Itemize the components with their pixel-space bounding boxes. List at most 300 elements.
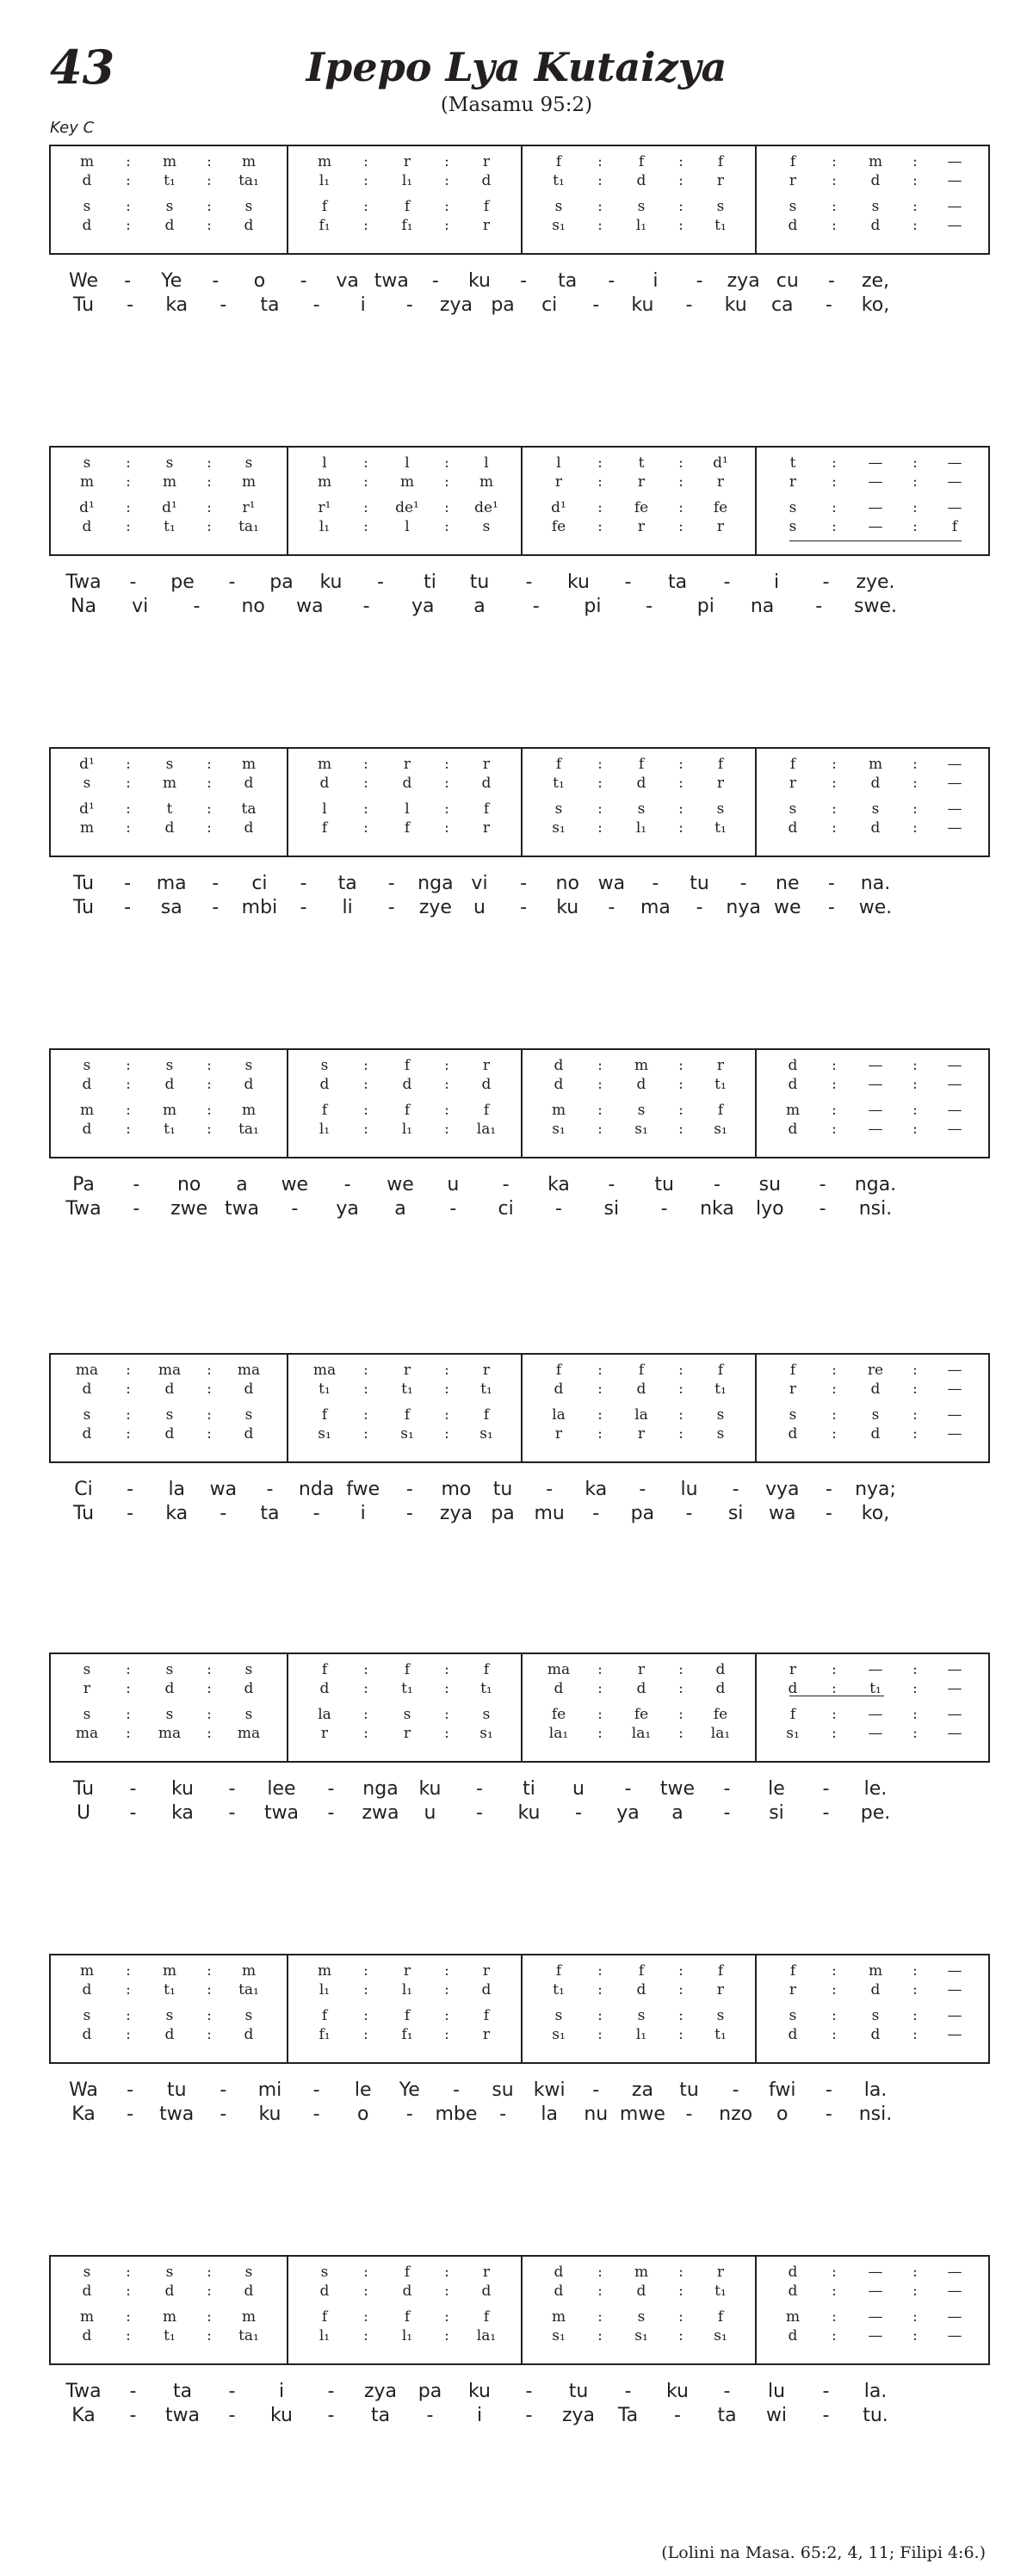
lyric-hyphen: - xyxy=(312,2079,320,2101)
solfa-note: t₁ xyxy=(319,1381,331,1398)
beat-separator: : xyxy=(912,1962,918,1980)
lyric-syllable: ya xyxy=(336,1198,359,1220)
solfa-note: l₁ xyxy=(401,172,413,189)
solfa-note: — xyxy=(947,1962,962,1980)
beat-separator: : xyxy=(363,756,368,773)
lyric-syllable: lu xyxy=(767,2381,786,2402)
measure xyxy=(755,2257,988,2363)
solfa-note: s₁ xyxy=(552,2327,566,2344)
beat-separator: : xyxy=(912,153,918,170)
measure xyxy=(51,448,287,554)
lyric-line xyxy=(49,1196,990,1222)
lyric-hyphen: - xyxy=(685,294,693,316)
solfa-note: s xyxy=(83,198,91,215)
measure xyxy=(755,1050,988,1157)
voice-row xyxy=(288,1704,521,1725)
voice-row xyxy=(51,1659,287,1680)
solfa-note: d xyxy=(82,1981,92,1998)
solfa-note: l xyxy=(322,454,327,472)
solfa-note: s xyxy=(554,198,563,215)
solfa-note: f xyxy=(638,756,645,773)
beat-separator: : xyxy=(363,153,368,170)
voice-row xyxy=(757,1100,988,1121)
solfa-note: f xyxy=(789,1706,796,1723)
voice-row xyxy=(288,170,521,191)
key-label: Key C xyxy=(50,119,95,137)
voice-row xyxy=(523,1704,755,1725)
voice-row xyxy=(523,472,755,492)
solfa-note: r xyxy=(789,172,797,189)
beat-separator: : xyxy=(207,454,212,472)
solfa-note: s xyxy=(637,2007,646,2024)
solfa-note: m xyxy=(317,153,332,170)
lyric-hyphen: - xyxy=(300,270,307,292)
lyric-hyphen: - xyxy=(685,1503,693,1524)
beat-separator: : xyxy=(363,1406,368,1424)
lyric-hyphen: - xyxy=(327,1802,335,1824)
solfa-note: fe xyxy=(551,1706,566,1723)
beat-separator: : xyxy=(678,1425,684,1442)
lyric-syllable: ta xyxy=(667,571,688,593)
beat-separator: : xyxy=(207,2264,212,2281)
solfa-note: — xyxy=(947,198,962,215)
lyric-syllable: twa xyxy=(224,1198,260,1220)
lyric-syllable: zye xyxy=(418,897,452,918)
lyric-hyphen: - xyxy=(127,1503,134,1524)
lyric-hyphen: - xyxy=(525,2405,533,2426)
beat-separator: : xyxy=(597,2007,603,2024)
solfa-note: t₁ xyxy=(401,1680,413,1697)
solfa-note: — xyxy=(947,153,962,170)
lyric-syllable: a xyxy=(473,596,486,617)
beat-separator: : xyxy=(207,473,212,491)
beat-separator: : xyxy=(832,473,837,491)
solfa-note: s xyxy=(789,499,797,516)
beat-separator: : xyxy=(207,1381,212,1398)
measure xyxy=(755,448,988,554)
lyric-syllable: ta xyxy=(337,873,357,894)
lyric-hyphen: - xyxy=(739,873,747,894)
lyric-syllable: i xyxy=(360,1503,366,1524)
beat-separator: : xyxy=(832,1381,837,1398)
hymn-subtitle: (Masamu 95:2) xyxy=(440,94,593,116)
solfa-note: t₁ xyxy=(164,172,176,189)
solfa-note: d xyxy=(870,819,881,837)
solfa-note: f xyxy=(321,1102,328,1119)
solfa-note: ta₁ xyxy=(238,172,259,189)
beat-separator: : xyxy=(597,2264,603,2281)
lyric-syllable: Pa xyxy=(72,1174,95,1195)
notation-box xyxy=(49,145,990,255)
solfa-note: d xyxy=(554,2283,564,2300)
solfa-note: r xyxy=(716,473,725,491)
lyric-hyphen: - xyxy=(327,2381,335,2402)
solfa-note: m xyxy=(868,756,883,773)
beat-separator: : xyxy=(678,1661,684,1678)
beat-separator: : xyxy=(597,499,603,516)
lyric-hyphen: - xyxy=(825,1479,832,1500)
lyric-syllable: zwa xyxy=(362,1802,399,1824)
beat-separator: : xyxy=(126,775,131,792)
lyric-hyphen: - xyxy=(827,873,835,894)
voice-row xyxy=(523,2005,755,2026)
solfa-note: f xyxy=(483,1406,490,1424)
lyric-hyphen: - xyxy=(520,897,528,918)
lyric-syllable: no xyxy=(241,596,265,617)
voice-row xyxy=(51,170,287,191)
lyric-syllable: nka xyxy=(700,1198,734,1220)
solfa-note: d xyxy=(788,217,798,234)
solfa-note: t₁ xyxy=(553,1981,565,1998)
lyric-hyphen: - xyxy=(449,1198,457,1220)
solfa-note: d xyxy=(244,217,254,234)
solfa-note: la₁ xyxy=(631,1725,652,1742)
solfa-note: s₁ xyxy=(634,1121,648,1138)
lyric-syllable: ci xyxy=(498,1198,514,1220)
solfa-note: ma xyxy=(237,1362,261,1379)
beat-separator: : xyxy=(912,2308,918,2326)
solfa-note: d xyxy=(715,1680,726,1697)
lyric-syllable: la xyxy=(541,2103,558,2125)
solfa-note: d xyxy=(636,1981,646,1998)
voice-row xyxy=(523,1100,755,1121)
beat-separator: : xyxy=(126,1680,131,1697)
voice-row xyxy=(757,151,988,172)
solfa-note: d xyxy=(164,2283,175,2300)
beat-separator: : xyxy=(832,172,837,189)
voice-row xyxy=(757,497,988,518)
solfa-note: d xyxy=(788,1076,798,1093)
voice-row xyxy=(51,1055,287,1076)
solfa-note: de¹ xyxy=(474,499,498,516)
lyric-hyphen: - xyxy=(343,1174,351,1195)
solfa-note: l₁ xyxy=(319,1121,331,1138)
solfa-note: m xyxy=(868,1962,883,1980)
solfa-note: r xyxy=(637,473,646,491)
solfa-note: d xyxy=(636,172,646,189)
beat-separator: : xyxy=(832,217,837,234)
lyric-syllable: fwe xyxy=(346,1479,380,1500)
lyric-line xyxy=(49,1801,990,1826)
lyric-hyphen: - xyxy=(822,2381,830,2402)
beat-separator: : xyxy=(912,2026,918,2043)
lyric-hyphen: - xyxy=(133,1174,140,1195)
solfa-note: s xyxy=(716,198,725,215)
lyric-hyphen: - xyxy=(723,1802,731,1824)
solfa-note: m xyxy=(399,473,415,491)
measure xyxy=(755,1955,988,2062)
solfa-note: m xyxy=(162,2308,177,2326)
lyric-hyphen: - xyxy=(220,294,227,316)
voice-row xyxy=(288,799,521,819)
solfa-note: r xyxy=(83,1680,91,1697)
lyric-hyphen: - xyxy=(127,294,134,316)
measure xyxy=(287,1050,521,1157)
lyric-hyphen: - xyxy=(502,1174,510,1195)
solfa-note: f xyxy=(555,756,562,773)
solfa-note: l xyxy=(556,454,561,472)
lyric-syllable: i xyxy=(360,294,366,316)
lyric-syllable: ne xyxy=(776,873,800,894)
solfa-note: d xyxy=(636,775,646,792)
lyric-syllable: le. xyxy=(863,1778,888,1800)
lyric-syllable: ka xyxy=(547,1174,570,1195)
solfa-note: d xyxy=(788,1121,798,1138)
lyric-syllable: ci xyxy=(541,294,558,316)
solfa-note: fe xyxy=(713,499,728,516)
solfa-note: — xyxy=(947,172,962,189)
beat-separator: : xyxy=(597,1680,603,1697)
voice-row xyxy=(523,799,755,819)
solfa-note: l₁ xyxy=(319,1981,331,1998)
solfa-note: r xyxy=(789,1661,797,1678)
solfa-note: ta₁ xyxy=(238,2327,259,2344)
lyric-syllable: pa xyxy=(418,2381,442,2402)
lyric-hyphen: - xyxy=(220,2079,227,2101)
beat-separator: : xyxy=(912,819,918,837)
lyric-syllable: pe. xyxy=(860,1802,891,1824)
lyric-hyphen: - xyxy=(499,2103,507,2125)
lyric-syllable: Twa xyxy=(65,571,102,593)
beat-separator: : xyxy=(126,1102,131,1119)
solfa-note: — xyxy=(868,2327,883,2344)
beat-separator: : xyxy=(207,1706,212,1723)
solfa-note: d xyxy=(788,1425,798,1442)
lyric-hyphen: - xyxy=(300,873,307,894)
lyric-hyphen: - xyxy=(405,1479,413,1500)
beat-separator: : xyxy=(912,1981,918,1998)
lyric-syllable: twa xyxy=(164,2405,201,2426)
voice-row xyxy=(523,2262,755,2283)
solfa-note: t₁ xyxy=(714,2026,727,2043)
lyric-hyphen: - xyxy=(228,2381,236,2402)
voice-row xyxy=(523,818,755,838)
solfa-note: — xyxy=(868,1102,883,1119)
solfa-note: f xyxy=(555,1362,562,1379)
solfa-note: d xyxy=(244,1425,254,1442)
solfa-note: f xyxy=(404,1102,411,1119)
solfa-note: m xyxy=(634,1057,649,1074)
solfa-note: l₁ xyxy=(635,2026,647,2043)
solfa-note: d xyxy=(164,1076,175,1093)
beat-separator: : xyxy=(444,1962,449,1980)
beat-separator: : xyxy=(678,518,684,535)
solfa-note: f xyxy=(789,153,796,170)
beat-separator: : xyxy=(126,499,131,516)
beat-separator: : xyxy=(126,198,131,215)
solfa-note: d xyxy=(788,2026,798,2043)
solfa-note: d xyxy=(319,1076,330,1093)
solfa-note: r xyxy=(789,1981,797,1998)
lyric-hyphen: - xyxy=(624,2381,632,2402)
lyric-hyphen: - xyxy=(266,1479,274,1500)
lyric-hyphen: - xyxy=(525,2381,533,2402)
voice-row xyxy=(51,1704,287,1725)
voice-row xyxy=(757,1055,988,1076)
solfa-note: d xyxy=(82,1121,92,1138)
lyric-hyphen: - xyxy=(827,270,835,292)
solfa-note: — xyxy=(947,756,962,773)
solfa-note: d¹ xyxy=(551,499,566,516)
beat-separator: : xyxy=(678,499,684,516)
solfa-note: — xyxy=(868,2283,883,2300)
solfa-note: — xyxy=(947,2327,962,2344)
voice-row xyxy=(51,2005,287,2026)
voice-row xyxy=(51,1100,287,1121)
lyric-syllable: fwi xyxy=(769,2079,796,2101)
beat-separator: : xyxy=(678,819,684,837)
solfa-note: — xyxy=(868,1121,883,1138)
beat-separator: : xyxy=(363,1661,368,1678)
voice-row xyxy=(288,2005,521,2026)
lyric-hyphen: - xyxy=(696,897,703,918)
solfa-note: — xyxy=(947,217,962,234)
lyric-syllable: ka xyxy=(165,1503,189,1524)
lyric-syllable: si xyxy=(727,1503,744,1524)
beat-separator: : xyxy=(444,800,449,818)
voice-row xyxy=(523,1119,755,1140)
beat-separator: : xyxy=(207,1102,212,1119)
voice-row xyxy=(523,516,755,537)
lyric-line xyxy=(49,1172,990,1198)
measure xyxy=(755,1654,988,1761)
solfa-note: r xyxy=(482,217,491,234)
lyric-syllable: le xyxy=(768,1778,785,1800)
solfa-note: m xyxy=(241,756,257,773)
beat-separator: : xyxy=(444,217,449,234)
beat-separator: : xyxy=(363,1962,368,1980)
solfa-note: l₁ xyxy=(635,217,647,234)
lyric-syllable: we. xyxy=(858,897,893,918)
measure xyxy=(755,1355,988,1461)
voice-row xyxy=(757,1405,988,1425)
solfa-note: d xyxy=(554,1680,564,1697)
lyric-hyphen: - xyxy=(426,2405,434,2426)
beat-separator: : xyxy=(832,819,837,837)
solfa-note: d xyxy=(402,1076,412,1093)
solfa-note: r xyxy=(554,1425,563,1442)
solfa-note: s₁ xyxy=(552,217,566,234)
beat-separator: : xyxy=(444,819,449,837)
lyric-syllable: mwe xyxy=(619,2103,665,2125)
beat-separator: : xyxy=(912,454,918,472)
beat-separator: : xyxy=(444,1706,449,1723)
beat-separator: : xyxy=(597,2327,603,2344)
beat-separator: : xyxy=(597,518,603,535)
solfa-note: t xyxy=(789,454,796,472)
measure xyxy=(287,1654,521,1761)
beat-separator: : xyxy=(126,1661,131,1678)
solfa-note: f xyxy=(638,1362,645,1379)
lyric-syllable: tu. xyxy=(863,2405,888,2426)
voice-row xyxy=(51,1405,287,1425)
solfa-note: la xyxy=(634,1406,648,1424)
solfa-note: d xyxy=(82,2026,92,2043)
solfa-note: d xyxy=(870,1425,881,1442)
voice-row xyxy=(51,773,287,794)
lyric-syllable: mu xyxy=(534,1503,565,1524)
solfa-note: s xyxy=(716,1425,725,1442)
lyric-syllable: i xyxy=(476,2405,483,2426)
solfa-note: s xyxy=(83,2264,91,2281)
lyric-syllable: si xyxy=(769,1802,784,1824)
lyric-syllable: pa xyxy=(630,1503,655,1524)
voice-row xyxy=(757,170,988,191)
solfa-note: — xyxy=(947,1725,962,1742)
measure xyxy=(521,2257,755,2363)
lyric-hyphen: - xyxy=(714,1174,721,1195)
solfa-note: d xyxy=(788,819,798,837)
voice-row xyxy=(51,453,287,473)
voice-row xyxy=(523,196,755,217)
solfa-note: d xyxy=(164,1680,175,1697)
solfa-note: s xyxy=(165,1057,174,1074)
solfa-note: s xyxy=(244,1706,253,1723)
beat-separator: : xyxy=(126,153,131,170)
lyric-hyphen: - xyxy=(608,1174,615,1195)
measure xyxy=(287,2257,521,2363)
beat-separator: : xyxy=(912,1425,918,1442)
solfa-note: d¹ xyxy=(79,499,95,516)
solfa-note: d xyxy=(82,1381,92,1398)
beat-separator: : xyxy=(126,454,131,472)
lyric-syllable: ma xyxy=(640,897,671,918)
lyric-syllable: ku xyxy=(269,2405,293,2426)
solfa-note: s₁ xyxy=(318,1425,331,1442)
solfa-note: s xyxy=(165,1406,174,1424)
lyric-syllable: ku xyxy=(517,1802,541,1824)
solfa-note: — xyxy=(947,1362,962,1379)
beat-separator: : xyxy=(444,2308,449,2326)
solfa-note: f xyxy=(321,2007,328,2024)
beat-separator: : xyxy=(444,1680,449,1697)
beat-separator: : xyxy=(832,1706,837,1723)
hymn-system xyxy=(49,1353,990,1671)
voice-row xyxy=(757,196,988,217)
lyric-hyphen: - xyxy=(228,571,236,593)
beat-separator: : xyxy=(363,1102,368,1119)
lyric-syllable: kwi xyxy=(533,2079,566,2101)
beat-separator: : xyxy=(678,217,684,234)
solfa-note: m xyxy=(785,1102,801,1119)
beat-separator: : xyxy=(832,1057,837,1074)
solfa-note: — xyxy=(868,1706,883,1723)
lyric-syllable: zya xyxy=(363,2381,398,2402)
beat-separator: : xyxy=(912,2327,918,2344)
lyric-hyphen: - xyxy=(452,2079,460,2101)
solfa-note: s xyxy=(165,2264,174,2281)
lyric-hyphen: - xyxy=(405,1503,413,1524)
beat-separator: : xyxy=(126,800,131,818)
solfa-note: ma xyxy=(158,1725,182,1742)
beat-separator: : xyxy=(207,800,212,818)
voice-row xyxy=(757,472,988,492)
hymn-system xyxy=(49,1652,990,1971)
solfa-note: t₁ xyxy=(164,1981,176,1998)
voice-row xyxy=(757,2326,988,2346)
voice-row xyxy=(757,516,988,537)
solfa-note: f xyxy=(321,1406,328,1424)
solfa-note: la₁ xyxy=(710,1725,731,1742)
solfa-note: t₁ xyxy=(553,172,565,189)
beat-separator: : xyxy=(444,775,449,792)
lyric-hyphen: - xyxy=(220,2103,227,2125)
solfa-note: s xyxy=(789,800,797,818)
beat-separator: : xyxy=(597,1406,603,1424)
lyric-syllable: Ci xyxy=(74,1479,93,1500)
solfa-note: — xyxy=(947,819,962,837)
solfa-note: s xyxy=(789,198,797,215)
